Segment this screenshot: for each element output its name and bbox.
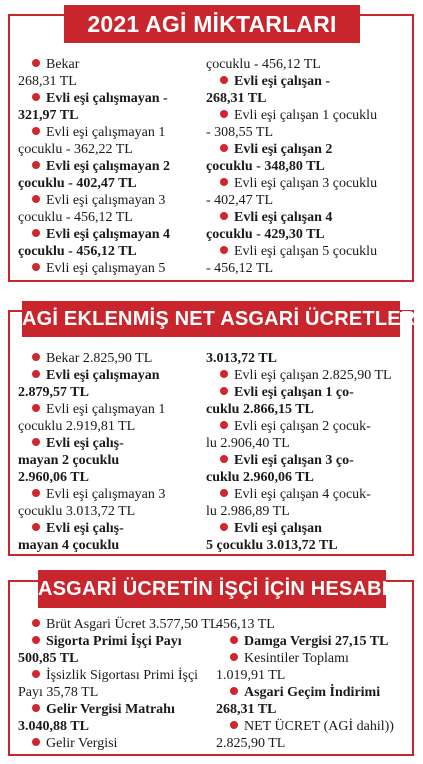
list-item [206,435,290,452]
list-item [220,384,354,401]
list-item-text: çocuklu - 402,47 TL [18,176,137,191]
list-item-text: 321,97 TL [18,108,79,123]
list-item [18,418,135,435]
list-item-text: çocuklu - 429,30 TL [206,227,325,242]
list-item-text: 2.960,06 TL [18,470,89,485]
list-item [206,124,273,141]
bullet-dot-icon [32,127,40,135]
list-item-text: Damga Vergisi 27,15 TL [244,634,389,649]
list-item [220,243,377,260]
list-item [32,701,175,718]
list-item-text: 268,31 TL [216,702,277,717]
list-item-text: 268,31 TL [206,91,267,106]
list-item-text: Evli eşi çalış- [46,436,124,451]
list-item [216,667,285,684]
list-item-text: 456,13 TL [216,617,275,632]
list-item-text: Evli eşi çalış- [46,521,124,536]
list-item [230,633,388,650]
bullet-dot-icon [32,161,40,169]
list-item [220,107,377,124]
bullet-dot-icon [32,738,40,746]
list-item [18,384,89,401]
list-item-text: 2.879,57 TL [18,385,89,400]
list-item-text: Evli eşi çalışmayan 3 [46,193,166,208]
list-item-text: İşsizlik Sigortası Primi İşçi [46,668,199,683]
list-item-text: - 308,55 TL [206,125,274,140]
bullet-dot-icon [32,619,40,627]
list-item-text: Evli eşi çalışan 1 çocuklu [234,108,378,123]
list-item [18,107,78,124]
list-item-text: Evli eşi çalışan 2 [234,142,333,157]
list-item [206,158,325,175]
list-item-text: Evli eşi çalışmayan 4 [46,227,171,242]
list-item [220,367,392,384]
list-item [32,367,160,384]
list-item-text: çocuklu - 456,12 TL [18,210,133,225]
section-agi-miktarlari [8,14,414,282]
list-item-text: Bekar [46,57,80,72]
list-item-text: Evli eşi çalışmayan 1 [46,402,166,417]
list-item-text: Evli eşi çalışmayan - [46,91,168,106]
list-item [220,141,332,158]
bullet-dot-icon [220,489,228,497]
section-title: AGİ EKLENMİŞ NET ASGARİ ÜCRETLER [22,301,400,337]
list-item-text: Bekar 2.825,90 TL [46,351,153,366]
list-item [32,735,117,752]
list-item-text: cuklu 2.866,15 TL [206,402,314,417]
list-item-text: 268,31 TL [18,74,77,89]
list-item [32,260,165,277]
bullet-dot-icon [220,421,228,429]
list-item [230,684,380,701]
list-item [230,718,394,735]
list-item [220,73,330,90]
list-item [206,56,321,73]
bullet-dot-icon [220,246,228,254]
list-item [18,452,119,469]
list-item-text: Sigorta Primi İşçi Payı [46,634,182,649]
bullet-dot-icon [230,636,238,644]
list-item-text: Asgari Geçim İndirimi [244,685,381,700]
list-item-text: 5 çocuklu 3.013,72 TL [206,538,338,553]
bullet-dot-icon [32,229,40,237]
bullet-dot-icon [220,387,228,395]
bullet-dot-icon [230,687,238,695]
bullet-dot-icon [220,455,228,463]
list-item [216,616,275,633]
list-item [32,435,124,452]
list-item [18,175,137,192]
list-item-text: Evli eşi çalışan [234,521,322,536]
bullet-dot-icon [220,212,228,220]
list-item-text: Evli eşi çalışmayan 2 [46,159,171,174]
list-item [32,158,170,175]
bullet-dot-icon [32,59,40,67]
bullet-dot-icon [32,489,40,497]
list-item [32,192,165,209]
list-item [32,486,165,503]
list-item [18,537,119,554]
bullet-dot-icon [220,144,228,152]
list-item [206,469,314,486]
bullet-dot-icon [32,263,40,271]
list-item [32,350,152,367]
list-item [220,520,322,537]
list-item-text: cuklu 2.960,06 TL [206,470,314,485]
list-item-text: Evli eşi çalışan - [234,74,331,89]
list-item [206,503,290,520]
list-item [206,90,266,107]
list-item [32,90,168,107]
list-item-text: çocuklu - 362,22 TL [18,142,133,157]
list-item [32,616,218,633]
list-item-text: Evli eşi çalışan 2 çocuk- [234,419,371,434]
list-item-text: Payı 35,78 TL [18,685,99,700]
list-item-text: 1.019,91 TL [216,668,286,683]
list-item-text: Evli eşi çalışmayan 1 [46,125,166,140]
list-item [18,243,137,260]
list-item-text: lu 2.906,40 TL [206,436,290,451]
bullet-dot-icon [220,523,228,531]
list-item [220,209,332,226]
bullet-dot-icon [32,195,40,203]
bullet-dot-icon [220,76,228,84]
list-item-text: Evli eşi çalışan 4 çocuk- [234,487,371,502]
list-item-text: Evli eşi çalışmayan 5 [46,261,166,276]
bullet-dot-icon [220,370,228,378]
list-item [18,73,77,90]
section-title: 2021 AGİ MİKTARLARI [64,5,360,43]
list-item-text: - 456,12 TL [206,261,274,276]
list-item-text: çocuklu 3.013,72 TL [18,504,136,519]
bullet-dot-icon [220,178,228,186]
section-net-asgari-ucretler [8,310,414,556]
section-title: ASGARİ ÜCRETİN İŞÇİ İÇİN HESABI [38,570,386,608]
list-item [18,209,133,226]
list-item [32,667,198,684]
bullet-dot-icon [220,110,228,118]
list-item [220,418,371,435]
list-item [18,469,89,486]
list-item-text: Evli eşi çalışan 1 ço- [234,385,354,400]
list-item [32,633,182,650]
list-item-text: mayan 4 çocuklu [18,538,120,553]
bullet-dot-icon [230,653,238,661]
list-item-text: Gelir Vergisi [46,736,118,751]
list-item [216,701,276,718]
list-item-text: 2.825,90 TL [216,736,286,751]
list-item [18,503,135,520]
list-item [220,452,354,469]
bullet-dot-icon [32,93,40,101]
bullet-dot-icon [32,523,40,531]
list-item-text: Brüt Asgari Ücret 3.577,50 TL [46,617,219,632]
list-item-text: Kesintiler Toplamı [244,651,349,666]
list-item [220,486,371,503]
list-item [18,141,133,158]
bullet-dot-icon [32,353,40,361]
list-item-text: Evli eşi çalışan 2.825,90 TL [234,368,392,383]
list-item [32,56,79,73]
list-item [32,401,165,418]
list-item-text: çocuklu - 456,12 TL [18,244,137,259]
list-item [206,226,325,243]
list-item-text: - 402,47 TL [206,193,274,208]
list-item [230,650,349,667]
list-item [32,520,124,537]
list-item-text: Evli eşi çalışan 5 çocuklu [234,244,378,259]
list-item [32,124,165,141]
list-item [220,175,377,192]
list-item [216,735,285,752]
list-item [206,260,273,277]
bullet-dot-icon [32,370,40,378]
list-item-text: çocuklu - 348,80 TL [206,159,325,174]
list-item-text: 3.013,72 TL [206,351,277,366]
list-item-text: Evli eşi çalışmayan [46,368,160,383]
list-item-text: Evli eşi çalışan 4 [234,210,333,225]
list-item [32,226,170,243]
bullet-dot-icon [32,670,40,678]
list-item [18,650,78,667]
bullet-dot-icon [32,404,40,412]
list-item [206,192,273,209]
list-item-text: 500,85 TL [18,651,79,666]
list-item-text: çocuklu 2.919,81 TL [18,419,136,434]
list-item-text: çocuklu - 456,12 TL [206,57,321,72]
bullet-dot-icon [32,438,40,446]
list-item [206,401,314,418]
list-item-text: lu 2.986,89 TL [206,504,290,519]
list-item [206,350,277,367]
list-item-text: Evli eşi çalışmayan 3 [46,487,166,502]
list-item-text: NET ÜCRET (AGİ dahil)) [244,719,394,734]
bullet-dot-icon [32,704,40,712]
list-item [18,718,89,735]
list-item [206,537,338,554]
list-item-text: Evli eşi çalışan 3 çocuklu [234,176,378,191]
list-item-text: Evli eşi çalışan 3 ço- [234,453,354,468]
list-item [18,684,98,701]
list-item-text: 3.040,88 TL [18,719,89,734]
bullet-dot-icon [230,721,238,729]
list-item-text: mayan 2 çocuklu [18,453,120,468]
bullet-dot-icon [32,636,40,644]
list-item-text: Gelir Vergisi Matrahı [46,702,175,717]
